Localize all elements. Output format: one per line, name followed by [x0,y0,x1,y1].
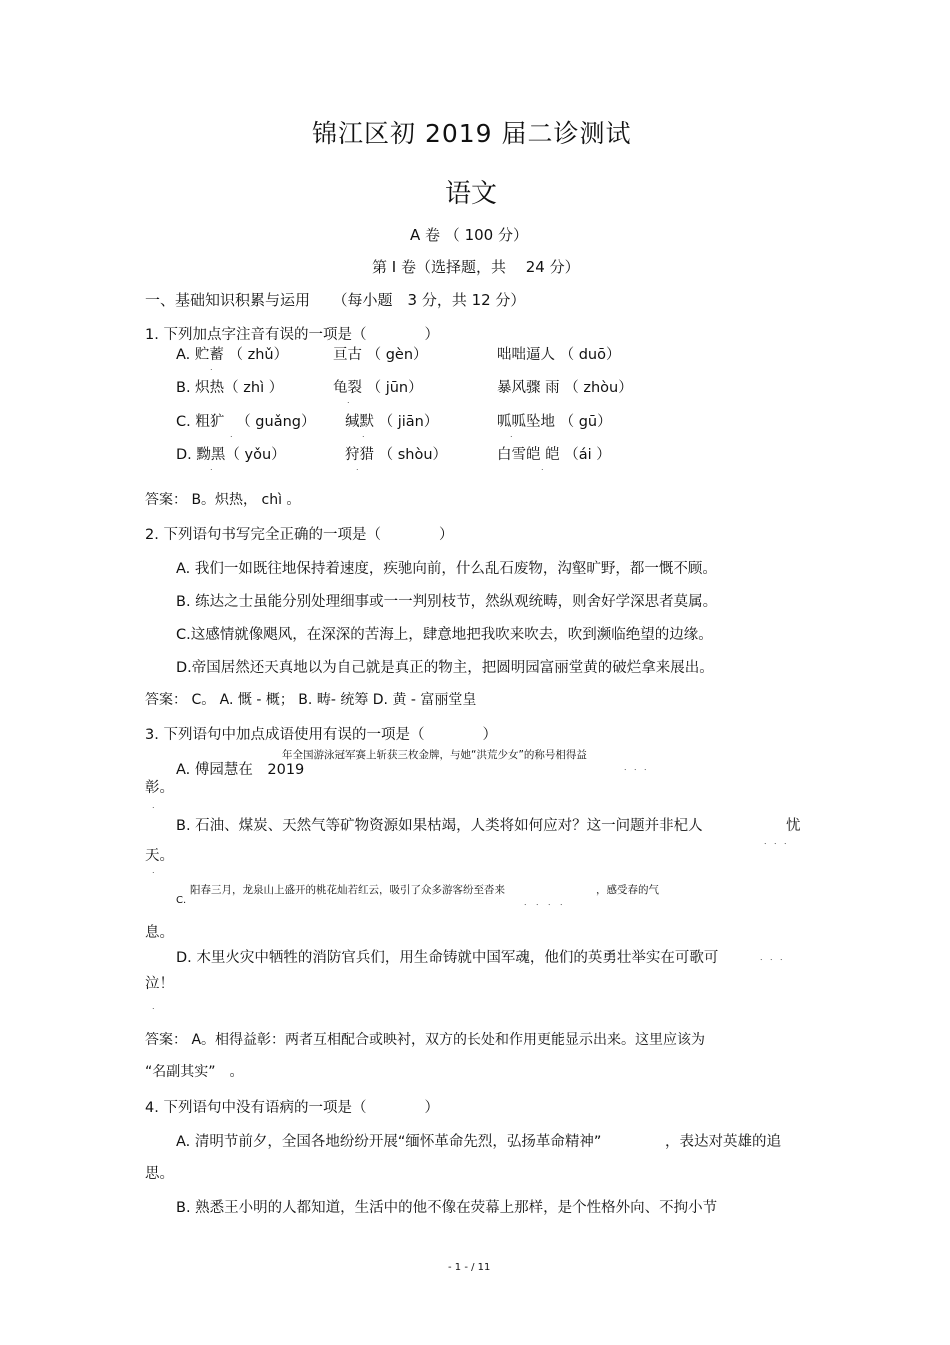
q3-option-b-end: 忧 [786,818,801,834]
emphasis-dot: . [541,463,544,472]
q1-row-c-col2: 缄默 （ jiān） [345,414,439,430]
emphasis-dot: . [230,430,233,439]
emphasis-dots: ．．． [760,953,794,962]
q3-option-a-text: 年全国游泳冠军赛上斩获三枚金牌，与她“洪荒少女”的称号相得益 [282,749,587,761]
emphasis-dot: . [362,430,365,439]
q1-row-a-col1: A. 贮蓄 （ zhǔ） [176,347,289,363]
q3-option-c-cont: 息。 [145,925,174,941]
q1-row-d-col1: D. 黝黑（ yǒu） [176,447,286,463]
part-heading: 第 I 卷（选择题，共 24 分） [372,258,580,276]
q1-row-a-col3: 咄咄逼人 （ duō） [497,347,621,363]
q3-option-d-text: D. 木里火灾中牺牲的消防官兵们，用生命铸就中国军魂，他们的英勇壮举实在可歌可 [176,950,719,966]
emphasis-dot: . [510,430,513,439]
q2-stem: 2. 下列语句书写完全正确的一项是（ ） [145,527,454,543]
q3-stem: 3. 下列语句中加点成语使用有误的一项是（ ） [145,727,497,743]
q3-option-a-cont: 彰。 [145,780,174,796]
emphasis-dot: . [356,463,359,472]
emphasis-dot: . [152,1002,155,1011]
q3-option-c-prefix: C. [176,895,187,906]
q3-option-d-cont: 泣！ [145,976,174,992]
q3-answer-line1: 答案： A。相得益彰：两者互相配合或映衬，双方的长处和作用更能显示出来。这里应该为 [145,1032,706,1048]
q2-option-a: A. 我们一如既往地保持着速度，疾驰向前，什么乱石废物，沟壑旷野，都一慨不顾。 [176,561,717,577]
q1-stem: 1. 下列加点字注音有误的一项是（ ） [145,327,439,343]
q3-option-c-text-end: ，感受春的气 [596,884,659,896]
q2-option-c: C.这感情就像飓风，在深深的苦海上，肆意地把我吹来吹去，吹到濒临绝望的边缘。 [176,627,713,643]
q1-row-c-col1: C. 粗犷 （ guǎng） [176,414,316,430]
q4-option-a-cont: 思。 [145,1166,174,1182]
q3-option-c-text: 阳春三月，龙泉山上盛开的桃花灿若红云，吸引了众多游客纷至沓来 [190,884,505,896]
q3-option-b-cont: 天。 [145,848,174,864]
q4-option-b-text: B. 熟悉王小明的人都知道，生活中的他不像在荧幕上那样，是个性格外向、不拘小节 [176,1200,718,1216]
q3-answer-line2: “名副其实” 。 [145,1064,244,1080]
q3-option-b-text: B. 石油、煤炭、天然气等矿物资源如果枯竭，人类将如何应对？这一问题并非杞人 [176,818,703,834]
q1-answer: 答案： B。炽热， chì 。 [145,492,301,508]
emphasis-dots: ．．．． [524,898,576,907]
emphasis-dot: . [210,363,213,372]
q4-option-a-end: ，表达对英雄的追 [665,1134,781,1150]
page-title: 锦江区初 2019 届二诊测试 [312,119,632,148]
q2-option-b: B. 练达之士虽能分别处理细事或一一判别枝节，然纵观统畴，则舍好学深思者莫属。 [176,594,718,610]
emphasis-dot: . [152,801,155,810]
q4-stem: 4. 下列语句中没有语病的一项是（ ） [145,1100,439,1116]
q1-row-b-col1: B. 炽热（ zhì ） [176,380,284,396]
q1-row-d-col3: 白雪皑 皑 （ái ） [497,447,611,463]
emphasis-dots: ．．． [764,837,798,846]
volume-heading: A 卷 （ 100 分） [410,226,528,244]
q3-option-a-prefix: A. 傅园慧在 2019 [176,762,305,778]
emphasis-dot: . [210,463,213,472]
q2-option-d: D.帝国居然还天真地以为自己就是真正的物主，把圆明园富丽堂黄的破烂拿来展出。 [176,660,714,676]
q1-row-a-col2: 亘古 （ gèn） [333,347,428,363]
q1-row-b-col2: 龟裂 （ jūn） [333,380,423,396]
q1-row-b-col3: 暴风骤 雨 （ zhòu） [497,380,633,396]
q1-row-c-col3: 呱呱坠地 （ gū） [497,414,612,430]
subject-title: 语文 [445,179,498,209]
q2-answer: 答案： C。 A. 慨 - 概； B. 畴- 统筹 D. 黄 - 富丽堂皇 [145,692,477,708]
emphasis-dots: ．．． [624,763,658,772]
q1-row-d-col2: 狩猎 （ shòu） [345,447,448,463]
page-number: - 1 - / 11 [448,1262,491,1273]
emphasis-dot: . [347,396,350,405]
q4-option-a-text: A. 清明节前夕，全国各地纷纷开展“缅怀革命先烈，弘扬革命精神” [176,1134,602,1150]
section-heading: 一、基础知识积累与运用 （每小题 3 分，共 12 分） [145,291,526,309]
emphasis-dot: . [152,866,155,875]
